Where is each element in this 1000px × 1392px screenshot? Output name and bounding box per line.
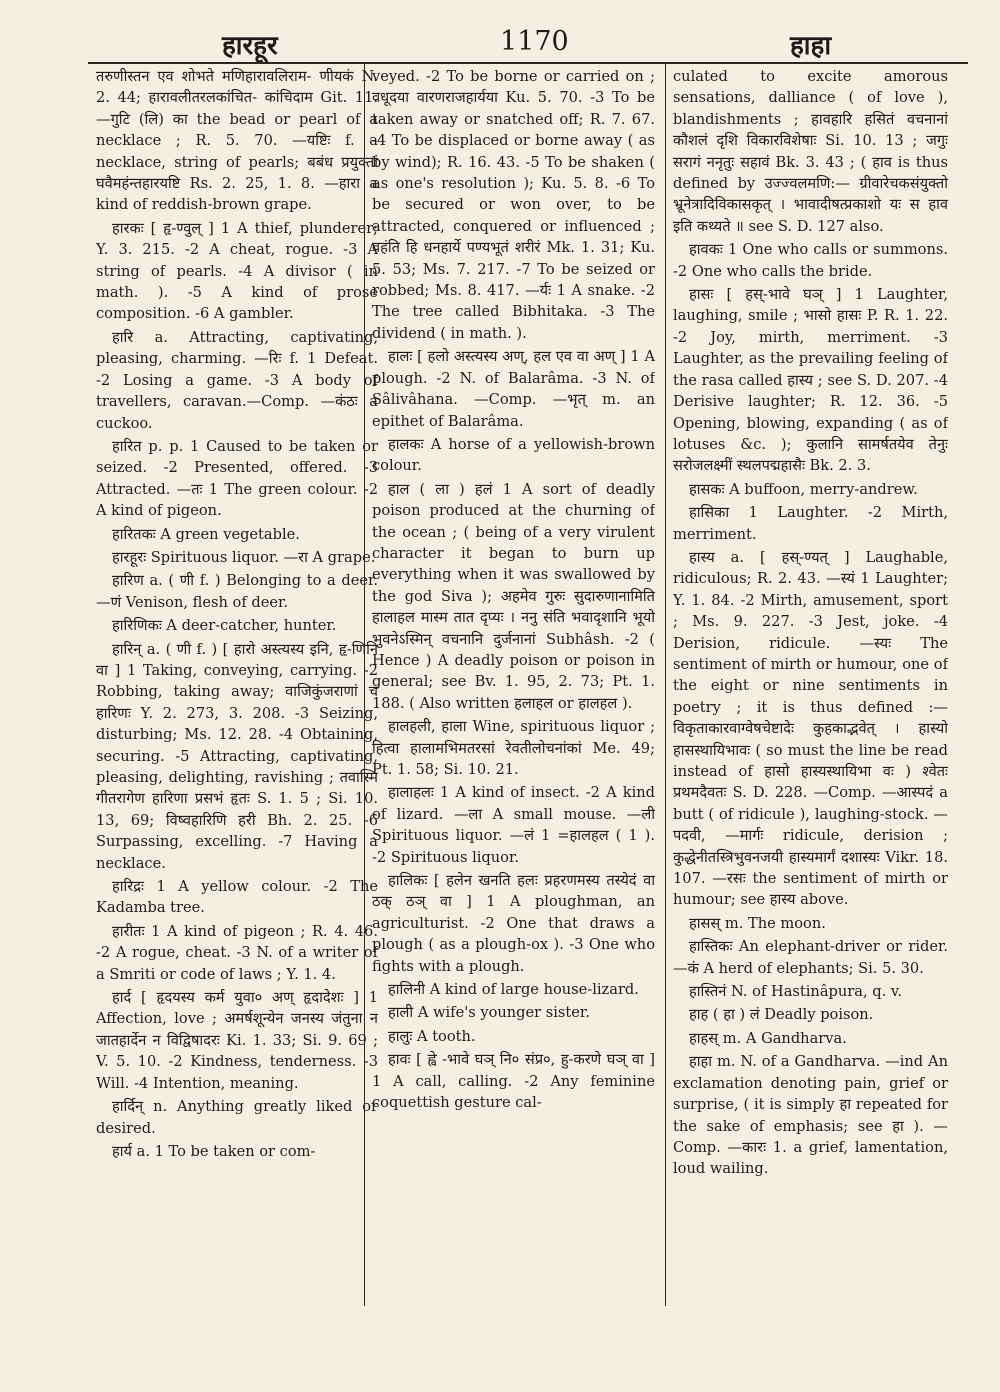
right-guide-word: हाहा	[790, 31, 832, 61]
dictionary-entry: हालहली, हाला Wine, spirituous liquor ; हित्वा हालामभिमतरसां रेवतीलोचनांकां Me. 49; Pt. 1. 58; Si. 10. 21.	[372, 718, 655, 778]
dictionary-entry: हावः [ ह्वे -भावे घञ् नि० संप्र०, हु-करणे घञ् वा ] 1 A call, calling. -2 Any feminine coquettish gesture cal-	[372, 1051, 655, 1112]
dictionary-entry: हालिकः [ हलेन खनति हलः प्रहरणमस्य तस्येदं वा ठक् ठञ् वा ] 1 A ploughman, an agriculturist. -2 One that draws a plough ( as a plough-ox ). -3 One who fights with a plough.	[372, 872, 655, 975]
dictionary-entry: हालः [ हलो अस्त्यस्य अण्, हल एव वा अण् ] 1 A plough. -2 N. of Balarâma. -3 N. of Sâlivâhana. —Comp. —भृत् m. an epithet of Balarâma.	[372, 348, 655, 430]
dictionary-entry: हारिणिकः A deer-catcher, hunter.	[112, 617, 337, 635]
dictionary-entry: हाह ( हा ) लं Deadly poison.	[689, 1006, 874, 1024]
column-1	[96, 66, 378, 1376]
dictionary-entry: हारिण a. ( णी f. ) Belonging to a deer. —णं Venison, flesh of deer.	[96, 572, 378, 611]
dictionary-entry: हाहा m. N. of a Gandharva. —ind An exclamation denoting pain, grief or surprise, ( it is simply हा repeated for the sake of emphasis; see हा ). —Comp. —कारः 1. a grief, lamentation, loud wailing.	[673, 1053, 948, 1178]
dictionary-entry: हार्दिन् n. Anything greatly liked or desired.	[96, 1098, 378, 1137]
dictionary-entry: हारिद्रः 1 A yellow colour. -2 The Kadamba tree.	[96, 878, 378, 917]
dictionary-entry: हालकः A horse of a yellowish-brown colour.	[372, 435, 655, 475]
dictionary-entry: हालिनी A kind of large house-lizard.	[388, 981, 639, 999]
dictionary-entry: हालुः A tooth.	[388, 1027, 476, 1045]
dictionary-entry: हासकः A buffoon, merry-andrew.	[689, 480, 918, 498]
dictionary-entry: हावकः 1 One who calls or summons. -2 One who calls the bride.	[673, 241, 948, 280]
dictionary-entry: हालाहलः 1 A kind of insect. -2 A kind of lizard. —ला A small mouse. —ली Spirituous liquor. —लं 1 =हालहल ( 1 ). -2 Spirituous liquor.	[372, 784, 655, 866]
page-header	[0, 0, 1000, 62]
dictionary-entry: हार्य a. 1 To be taken or com-	[112, 1142, 316, 1160]
dictionary-entry: हासः [ हस्-भावे घञ् ] 1 Laughter, laughing, smile ; भासो हासः P. R. 1. 22. -2 Joy, mirth, merriment. -3 Laughter, as the prevailing feeling of the rasa called हास्य ; see S. D. 207. -4 Derisive laughter; R. 12. 36. -5 Opening, blowing, expanding ( as of lotuses &c. ); कुलानि सामर्षतयेव तेनुः सरोजलक्ष्मीं स्थलपद्महासैः Bk. 2. 3.	[673, 286, 948, 475]
dictionary-entry: veyed. -2 To be borne or carried on ; वधूदया वारणराजहार्यया Ku. 5. 70. -3 To be taken away or snatched off; R. 7. 67. -4 To be displaced or borne away ( as by wind); R. 16. 43. -5 To be shaken ( as one's resolution ); Ku. 5. 8. -6 To be secured or won over, to be attracted, conquered or influenced ; वहंति हि धनहार्ये पण्यभूतं शरीरं Mk. 1. 31; Ku. 5. 53; Ms. 7. 217. -7 To be seized or robbed; Ms. 8. 417. —र्यः 1 A snake. -2 The tree called Bibhitaka. -3 The dividend ( in math. ).	[372, 68, 655, 342]
dictionary-entry: हास्तिनं N. of Hastinâpura, q. v.	[689, 983, 902, 1001]
header-rule	[88, 62, 968, 64]
dictionary-entry: हारि a. Attracting, captivating, pleasing, charming. —रिः f. 1 Defeat. -2 Losing a game. -3 A body of travellers, caravan.—Comp. —कंठः a cuckoo.	[96, 328, 378, 432]
dictionary-entry: हास्तिकः An elephant-driver or rider. —कं A herd of elephants; Si. 5. 30.	[673, 938, 948, 977]
dictionary-entry: हारित p. p. 1 Caused to be taken or seized. -2 Presented, offered. -3 Attracted. —तः 1 The green colour. -2 A kind of pigeon.	[96, 437, 378, 520]
dictionary-entry: हासिका 1 Laughter. -2 Mirth, merriment.	[673, 504, 948, 543]
dictionary-entry: हासस् m. The moon.	[689, 914, 826, 932]
dictionary-entry: हाली A wife's younger sister.	[388, 1004, 590, 1022]
dictionary-entry: हारकः [ हृ-ण्वुल् ] 1 A thief, plunderer; Y. 3. 215. -2 A cheat, rogue. -3 A string of pearls. -4 A divisor ( in math. ). -5 A kind of prose composition. -6 A gambler.	[96, 219, 378, 323]
dictionary-entry: हारीतः 1 A kind of pigeon ; R. 4. 46. -2 A rogue, cheat. -3 N. of a writer of a Smriti or code of laws ; Y. 1. 4.	[96, 922, 378, 983]
dictionary-entry: हास्य a. [ हस्-ण्यत् ] Laughable, ridiculous; R. 2. 43. —स्यं 1 Laughter; Y. 1. 84. -2 Mirth, amusement, sport ; Ms. 9. 227. -3 Jest, joke. -4 Derision, ridicule. —स्यः The sentiment of mirth or humour, one of the eight or nine sentiments in poetry ; it is thus defined :— विकृताकारवाग्वेषचेष्टादेः कुहकाद्भवेत् । हास्यो हासस्थायिभावः ( so must the line be read instead of हासो हास्यस्थायिभा वः ) श्वेतः प्रथमदैवतः S. D. 228. —Comp. —आस्पदं a butt ( of ridicule ), laughing-stock. —पदवी, —मार्गः ridicule, derision ; कुद्धेनीतस्त्रिभुवनजयी हास्यमार्गं दशास्यः Vikr. 18. 107. —रसः the sentiment of mirth or humour; see हास्य above.	[673, 548, 948, 909]
column-divider-2	[665, 64, 666, 1306]
left-guide-word: हारहूर	[222, 31, 278, 61]
column-3	[673, 66, 948, 1376]
column-2	[372, 66, 655, 1376]
page-number: 1170	[500, 26, 569, 57]
dictionary-entry: culated to excite amorous sensations, dalliance ( of love ), blandishments ; हावहारि हसितं वचनानां कौशलं दृशि विकारविशेषाः Si. 10. 13 ; जगुः सरागं ननृतुः सहावं Bk. 3. 43 ; ( हाव is thus defined by उज्ज्वलमणि:— ग्रीवारेचकसंयुक्तो भ्रूनेत्रादिविकासकृत् । भावादीषत्प्रकाशो यः स हाव इति कथ्यते ॥ see S. D. 127 also.	[673, 68, 948, 235]
dictionary-entry: हाल ( ला ) हलं 1 A sort of deadly poison produced at the churning of the ocean ; ( being of a very virulent character it began to burn up everything when it was swallowed by the god Siva ); अहमेव गुरुः सुदारुणानामिति हालाहल मास्म तात दृप्यः । ननु संति भवादृशानि भूयो भुवनेऽस्मिन् वचनानि दुर्जनानां Subhâsh. -2 ( Hence ) A deadly poison or poison in general; see Bv. 1. 95, 2. 73; Pt. 1. 188. ( Also written हलाहल or हालहल ).	[372, 480, 655, 712]
dictionary-entry: हाहस् m. A Gandharva.	[689, 1029, 847, 1047]
dictionary-entry: हारिन् a. ( णी f. ) [ हारो अस्त्यस्य इनि, हृ-णिनि वा ] 1 Taking, conveying, carrying. -2 Robbing, taking away; वाजिकुंजराणां च हारिणः Y. 2. 273, 3. 208. -3 Seizing, disturbing; Ms. 12. 28. -4 Obtaining, securing. -5 Attracting, captivating, pleasing, delighting, ravishing ; तवास्मि गीतरागेण हारिणा प्रसभं हृतः S. 1. 5 ; Si. 10. 13, 69; विष्वहारिणि हरी Bh. 2. 25. -6 Surpassing, excelling. -7 Having a necklace.	[96, 640, 378, 872]
dictionary-entry: हारहूरः Spirituous liquor. —रा A grape.	[112, 548, 376, 566]
column-divider-1	[364, 64, 365, 1306]
dictionary-entry: हारितकः A green vegetable.	[112, 525, 300, 543]
dictionary-entry: हार्द [ हृदयस्य कर्म युवा० अण् हृदादेशः ] 1 Affection, love ; अमर्षशून्येन जनस्य जंतुना न जातहार्देन न विद्विषादरः Ki. 1. 33; Si. 9. 69 ; V. 5. 10. -2 Kindness, tenderness. -3 Will. -4 Intention, meaning.	[96, 989, 378, 1092]
dictionary-entry: तरुणीस्तन एव शोभते मणिहारावलिराम- णीयकं N. 2. 44; हारावलीतरलकांचित- कांचिदाम Git. 11. —गुटि (लि) का the bead or pearl of a necklace ; R. 5. 70. —यष्टिः f. a necklace, string of pearls; बबंध प्रयुक्तां घवैमहंन्तहारयष्टि Rs. 2. 25, 1. 8. —हारा a kind of reddish-brown grape.	[96, 68, 378, 214]
